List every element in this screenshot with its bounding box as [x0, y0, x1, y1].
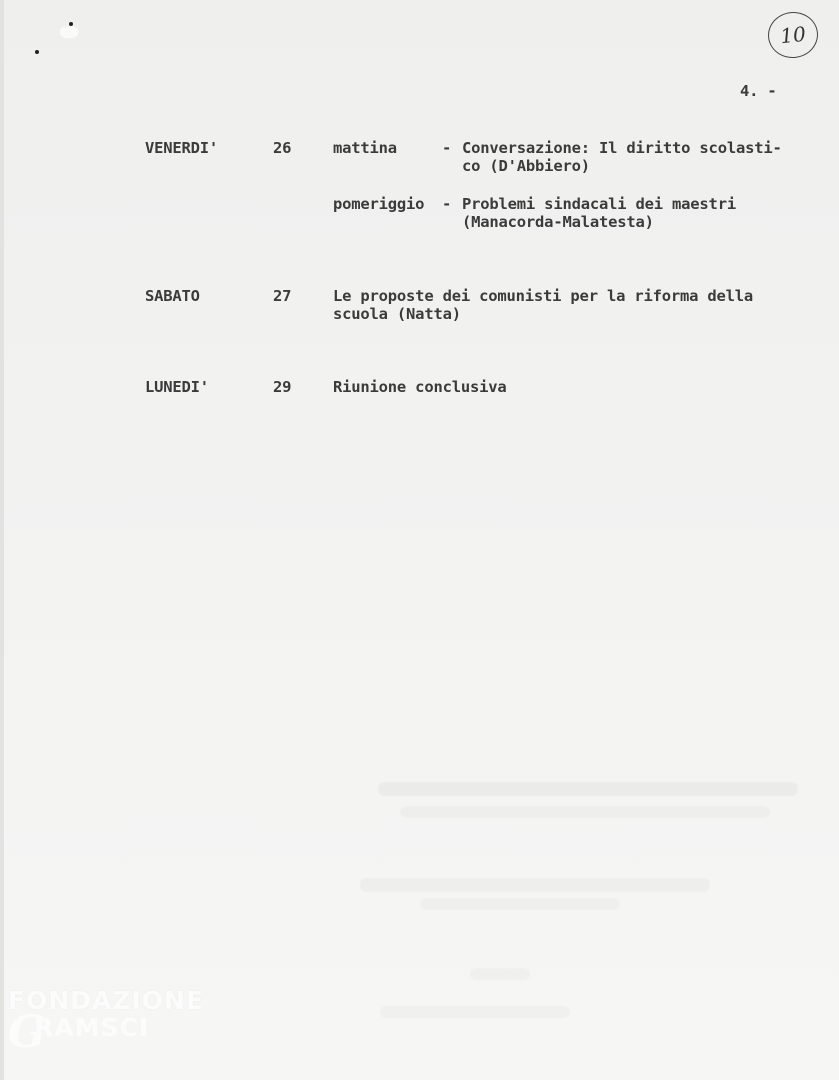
archive-watermark-logo	[8, 986, 205, 1058]
day-label: LUNEDI'	[145, 378, 209, 396]
watermark-line-2	[8, 1007, 204, 1058]
page-number: 4. -	[740, 82, 777, 100]
ink-speck	[35, 50, 39, 54]
session-slot: mattina	[333, 139, 397, 157]
folio-number-circled	[766, 10, 821, 61]
session-dash: -	[442, 139, 452, 157]
day-label: SABATO	[145, 287, 200, 305]
show-through-smudge	[470, 968, 530, 980]
session-description-line: (Manacorda-Malatesta)	[462, 213, 654, 231]
session-dash: -	[442, 195, 452, 213]
day-date: 27	[273, 287, 292, 305]
entry-description-line: scuola (Natta)	[333, 305, 461, 323]
day-date: 29	[273, 378, 292, 396]
day-label: VENERDI'	[145, 139, 219, 157]
show-through-smudge	[360, 878, 710, 892]
entry-description-line: Le proposte dei comunisti per la riforma della	[333, 287, 754, 305]
entry-description-line: Riunione conclusiva	[333, 378, 507, 396]
show-through-smudge	[400, 806, 770, 818]
watermark-g-glyph: G	[8, 1007, 47, 1058]
watermark-line: FONDAZIONE	[8, 986, 205, 1015]
session-slot: pomeriggio	[333, 195, 425, 213]
paper-tear	[60, 26, 78, 38]
session-description-line: Conversazione: Il diritto scolasti-	[462, 139, 782, 157]
session-description-line: Problemi sindacali dei maestri	[462, 195, 736, 213]
show-through-smudge	[378, 782, 798, 796]
folio-number: 10	[779, 21, 807, 49]
watermark-line: RAMSCI	[34, 1013, 150, 1042]
page-edge	[0, 0, 4, 1080]
day-date: 26	[273, 139, 292, 157]
show-through-smudge	[420, 898, 620, 910]
show-through-smudge	[380, 1006, 570, 1018]
session-description-line: co (D'Abbiero)	[462, 157, 590, 175]
